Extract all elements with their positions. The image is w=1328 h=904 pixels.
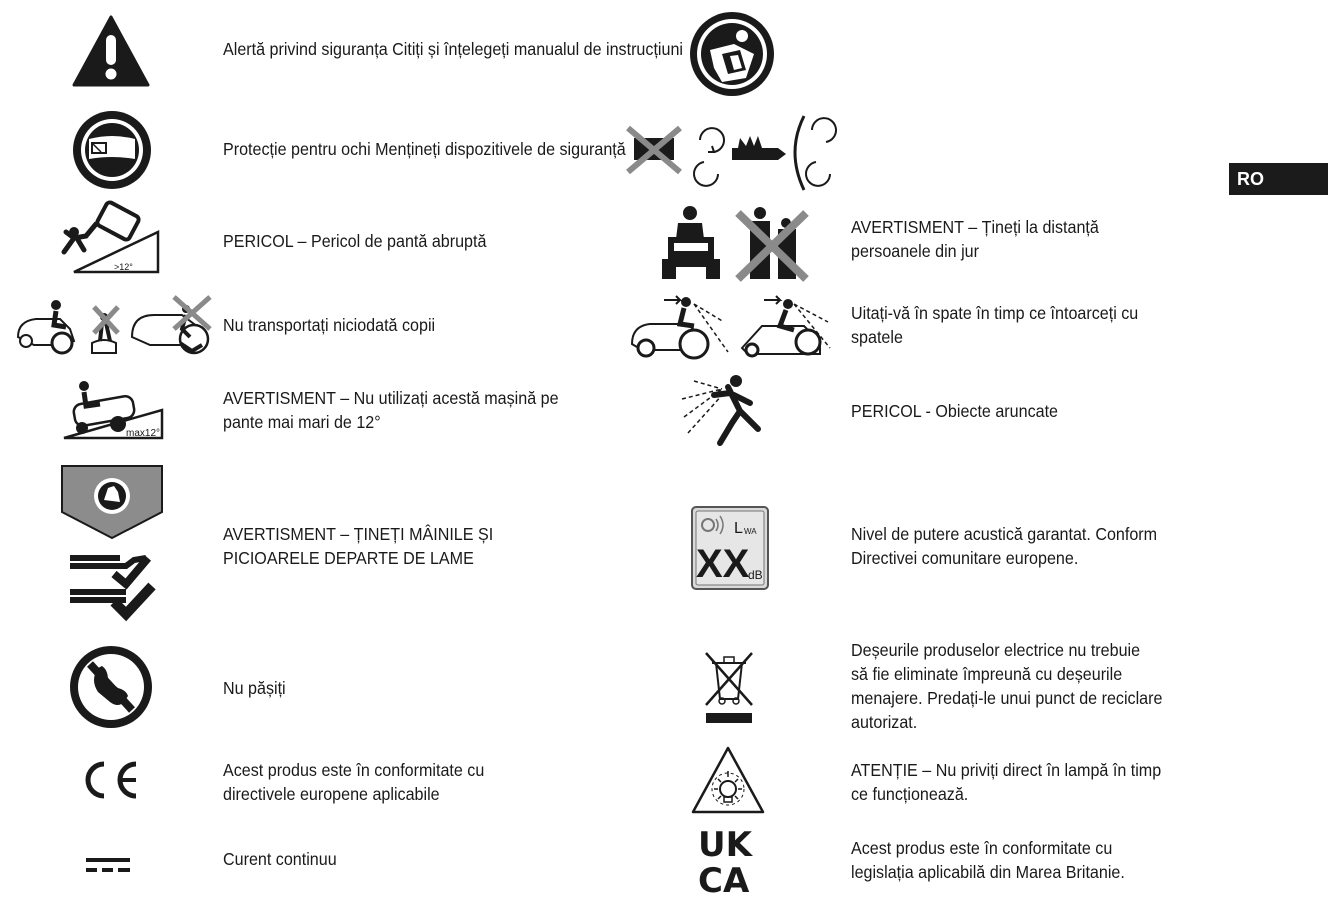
warning-text: Alertă privind siguranța Citiți și înțelegeți manualul de instrucțiuni [223,39,683,59]
svg-text:CA: CA [698,861,750,901]
svg-text:>12°: >12° [114,262,133,272]
no-step-icon [68,644,154,730]
steep-slope-hazard-icon [60,202,162,274]
direct-current-icon [86,856,130,876]
keep-hands-text: AVERTISMENT – ȚINEȚI MÂINILE ȘI PICIOARELE DEPARTE DE LAME [223,524,494,568]
look-behind-text: Uitați-vă în spate în timp ce întoarceți cu spatele [851,303,1139,347]
sound-power-level-icon [690,505,770,591]
svg-text:XX: XX [696,542,750,586]
lamp-warning-text: ATENȚIE – Nu priviți direct în lampă în timp ce funcționează. [851,760,1162,804]
direct-current-text: Curent continuu [223,849,337,869]
thrown-objects-icon [680,373,766,447]
no-step-text: Nu pășiți [223,678,286,698]
lamp-warning-icon [690,745,766,815]
keep-safety-devices-icon [628,108,836,194]
svg-text:L: L [734,520,743,537]
svg-text:UK: UK [698,825,752,865]
eye-protection-icon [71,109,153,191]
svg-text:WA: WA [744,527,757,536]
keep-hands-feet-away-icon [60,462,164,618]
svg-text:dB: dB [748,568,763,582]
max-slope-12-icon [60,380,164,440]
ukca-text: Acest produs este în conformitate cu legislația aplicabilă din Marea Britanie. [851,838,1125,882]
max-slope-text: AVERTISMENT – Nu utilizați acestă mașină pe pante mai mari de 12° [223,388,559,432]
keep-bystanders-away-icon [660,203,810,281]
look-behind-reversing-icon [628,292,834,362]
warning-triangle-icon [72,15,150,87]
thrown-objects-text: PERICOL - Obiecte aruncate [851,401,1059,421]
svg-text:max12°: max12° [126,428,161,439]
ukca-mark-icon [696,825,758,901]
sound-power-text: Nivel de putere acustică garantat. Conform Directivei comunitare europene. [851,524,1158,568]
no-children-text: Nu transportați niciodată copii [223,315,436,335]
eye-protection-text: Protecție pentru ochi Mențineți dispozitivele de siguranță [223,139,626,159]
bystanders-text: AVERTISMENT – Țineți la distanță persoanele din jur [851,217,1099,261]
read-manual-icon [688,10,776,98]
language-tab: RO [1229,163,1328,195]
ce-text: Acest produs este în conformitate cu directivele europene aplicabile [223,760,485,804]
steep-slope-text: PERICOL – Pericol de pantă abruptă [223,231,487,251]
weee-text: Deșeurile produselor electrice nu trebuie să fie eliminate împreună cu deșeurile menajere. Predați-le unui punct de reciclare autorizat. [851,640,1163,732]
weee-bin-icon [702,651,756,725]
no-child-passengers-icon [14,293,214,357]
ce-mark-icon [80,756,144,804]
